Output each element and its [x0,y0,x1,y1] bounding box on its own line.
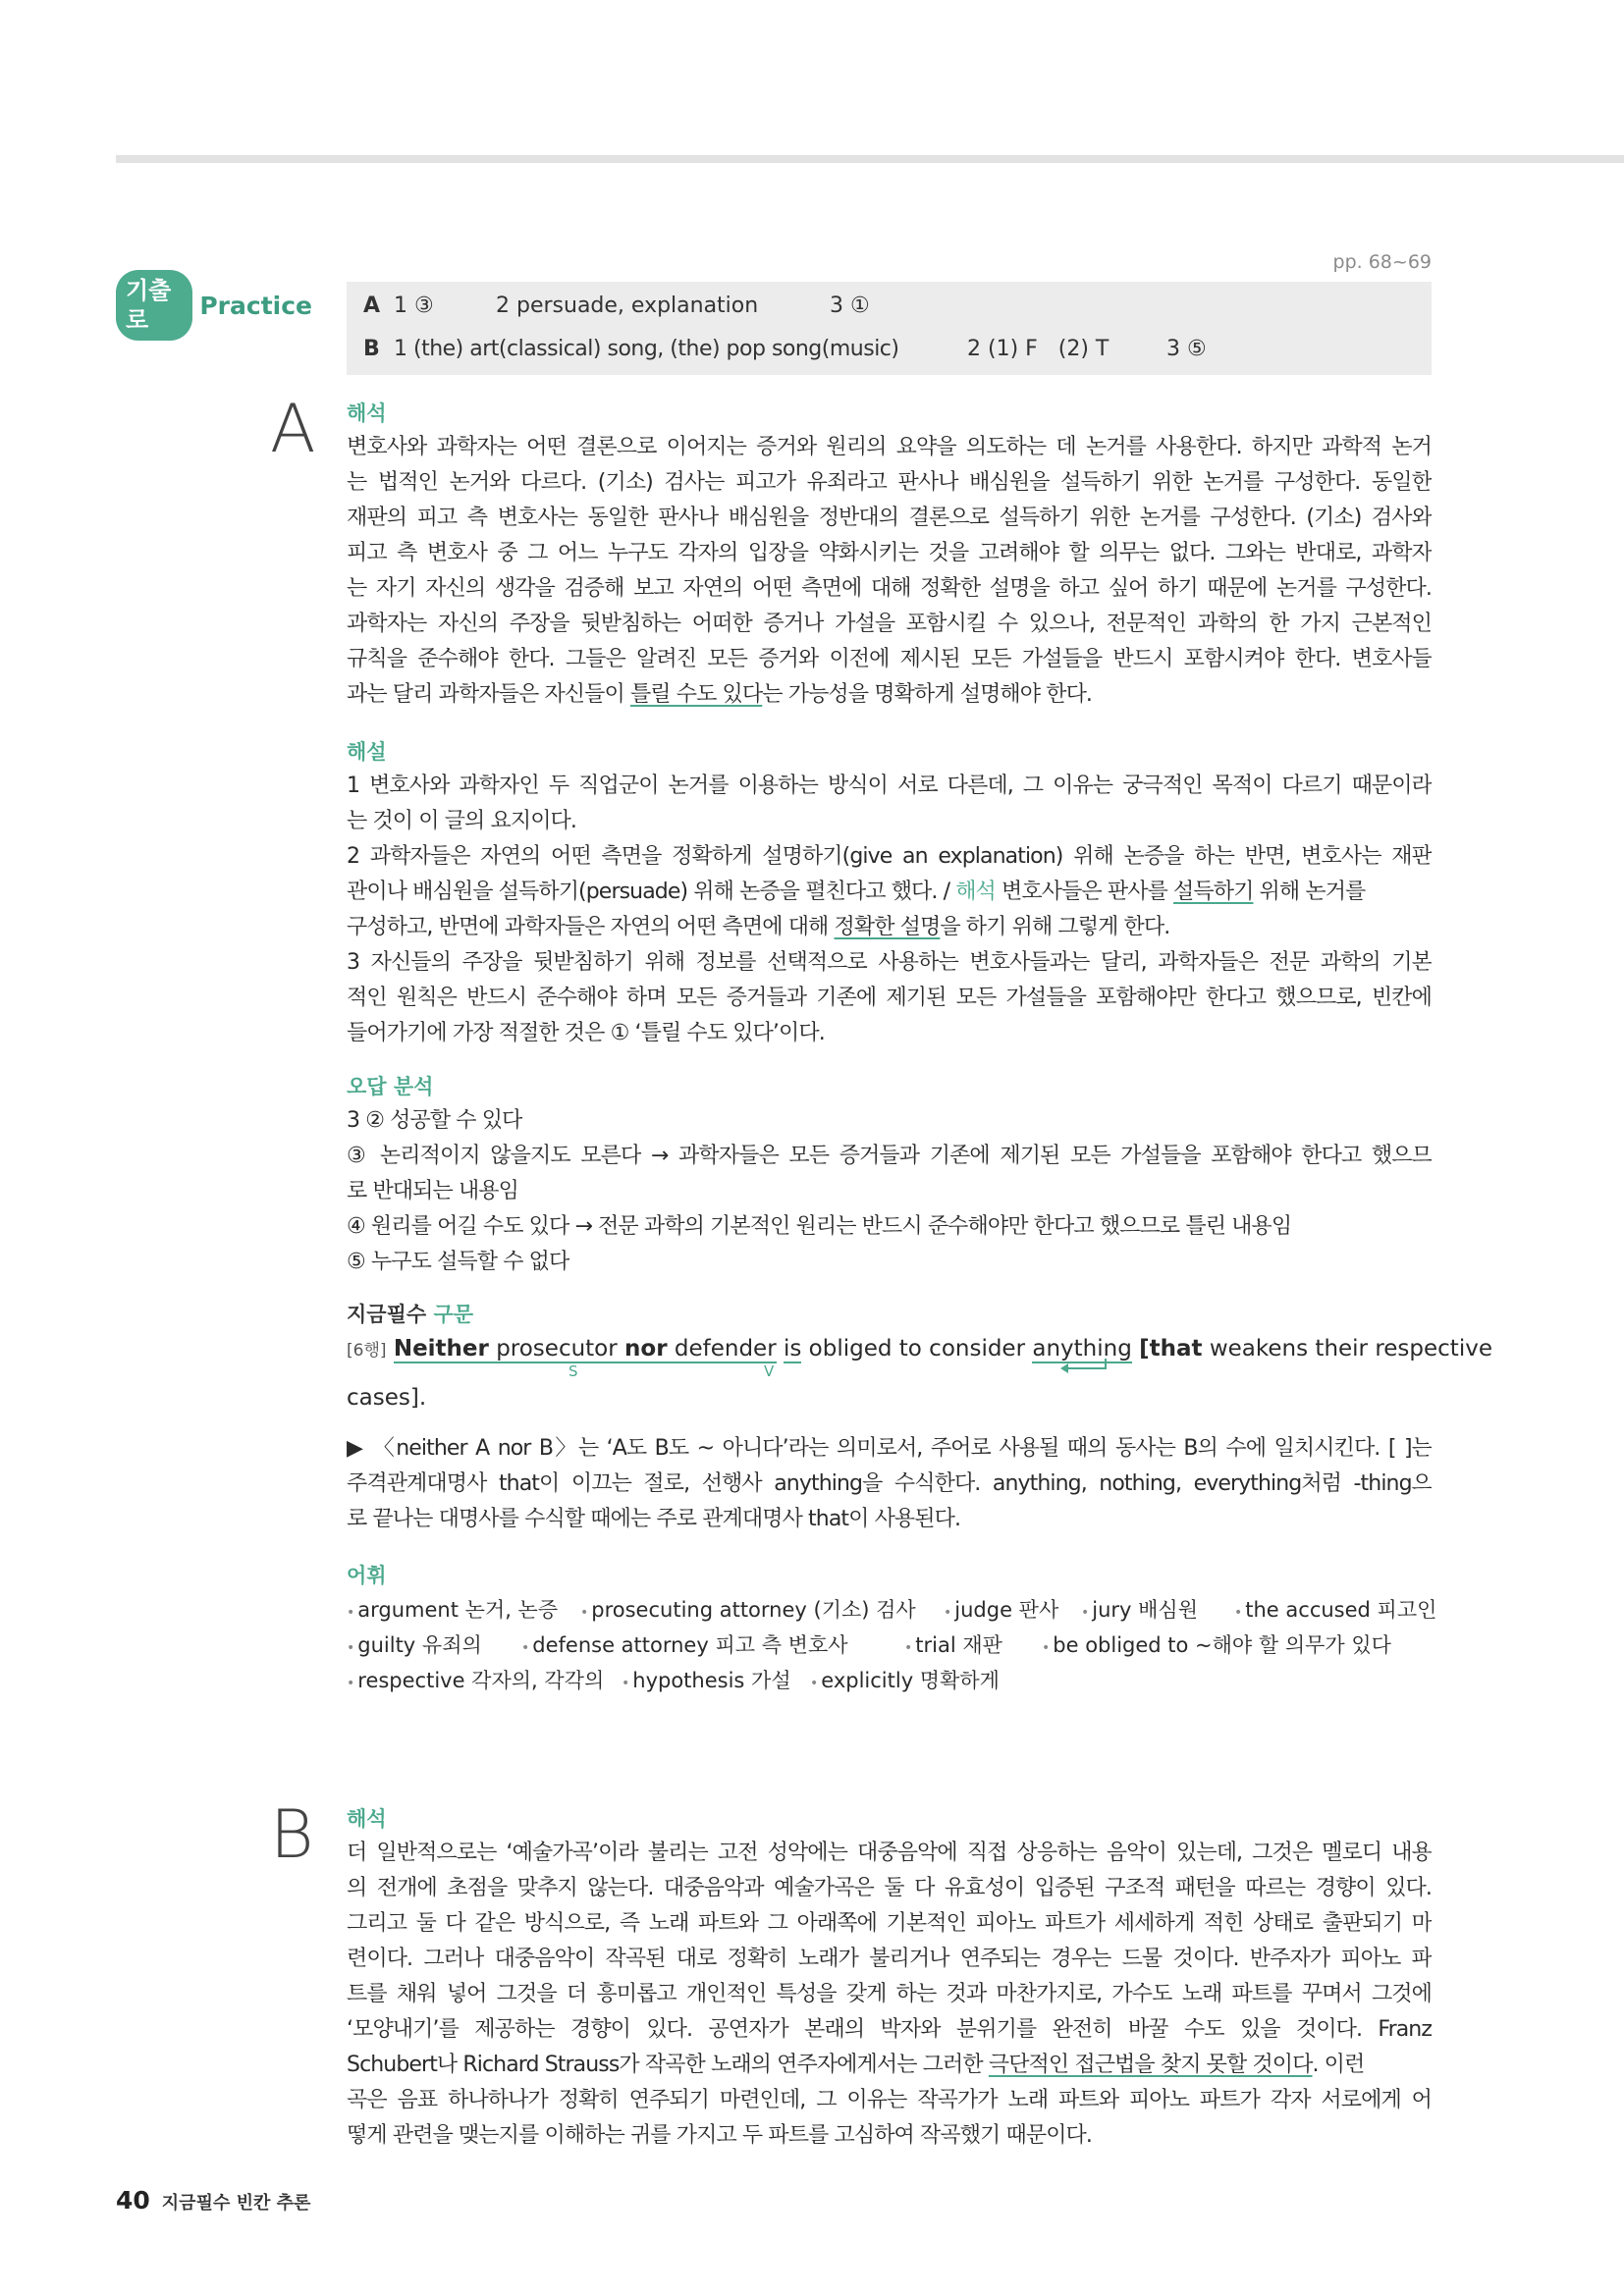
text-line: 3 ② 성공할 수 있다 [347,1108,522,1133]
text-span: 구성하고, 반면에 과학자들은 자연의 어떤 측면에 대해 [347,915,835,939]
answer-a1: 1 ③ [394,294,434,318]
answer-letter-a: A [363,294,381,318]
text-line [347,2048,1432,2083]
syntax-sentence-continued: cases]. [347,1385,427,1411]
text-line: ‘모양내기’를 제공하는 경향이 있다. 공연자가 본래의 박자와 분위기를 완전히 바꿀 수도 있을 것이다. Franz [347,2017,1432,2042]
text-line: 는 자기 자신의 생각을 검증해 보고 자연의 어떤 측면에 대해 정확한 설명을 하고 싶어 하기 때문에 논거를 구성한다. [347,576,1432,601]
page-reference: pp. 68~69 [1332,251,1432,273]
text-line: 의 전개에 초점을 맞추지 않는다. 대중음악과 예술가곡은 둘 다 유효성이 입증된 구조적 패턴을 따르는 경향이 있다. [347,1876,1432,1900]
vocab-item: • prosecuting attorney (기소) 검사 [580,1592,916,1630]
text-line: 떻게 관련을 맺는지를 이해하는 귀를 가지고 두 파트를 고심하여 작곡했기 때문이다. [347,2123,1092,2148]
text-line: 과학자는 자신의 주장을 뒷받침하는 어떠한 증거나 가설을 포함시킬 수 있으나, 전문적인 과학의 한 가지 근본적인 [347,612,1432,636]
word: obliged to consider [808,1336,1026,1362]
text-line: 련이다. 그러나 대중음악이 작곡된 대로 정확히 노래가 불리거나 연주되는 경우는 드물 것이다. 반주자가 피아노 파 [347,1947,1432,1971]
vocab-row [347,1592,1437,1628]
text-line: 변호사와 과학자는 어떤 결론으로 이어지는 증거와 원리의 요약을 의도하는 데 논거를 사용한다. 하지만 과학적 논거 [347,435,1432,459]
text-line: 1 변호사와 과학자인 두 직업군이 논거를 이용하는 방식이 서로 다른데, 그 이유는 궁극적인 목적이 다르기 때문이라 [347,774,1432,798]
answer-letter-b: B [363,337,380,361]
text-line: 더 일반적으로는 ‘예술가곡’이라 불리는 고전 성악에는 대중음악에 직접 상응하는 음악이 있는데, 그것은 멜로디 내용 [347,1841,1432,1865]
vocab-item: • explicitly 명확하게 [810,1663,1000,1701]
text-line: 로 반대되는 내용임 [347,1179,519,1203]
text-line [347,910,1432,945]
text-span: 을 하기 위해 그렇게 한다. [940,915,1170,939]
translation-heading: 해석 [347,1807,387,1831]
text-line: ④ 원리를 어길 수도 있다 → 전문 과학의 기본적인 원리는 반드시 준수해야만 한다고 했으므로 틀린 내용임 [347,1214,1292,1239]
text-line: 그리고 둘 다 같은 방식으로, 즉 노래 파트와 그 아래쪽에 기본적인 피아노 파트가 세세하게 적힌 상태로 출판되기 마 [347,1911,1432,1936]
answer-box [347,282,1432,375]
vocab-row [347,1663,1432,1698]
syntax-heading-green: 구문 [426,1303,474,1326]
top-rule [116,155,1624,163]
text-line [347,875,1432,910]
word: Neither [393,1336,489,1362]
answer-b2: 2 (1) F (2) T [967,337,1110,361]
underlined-text: 설득하기 [1173,880,1254,904]
vocab-item: • defense attorney 피고 측 변호사 [521,1628,848,1666]
vocab-item: • the accused 피고인 [1234,1592,1436,1630]
text-line: 재판의 피고 측 변호사는 동일한 판사나 배심원을 정반대의 결론으로 설득하기 위한 논거를 구성한다. (기소) 검사와 [347,506,1432,530]
underlined-text: 정확한 설명 [834,915,941,939]
practice-label: Practice [199,291,312,320]
underlined-blank-answer: 극단적인 접근법을 찾지 못할 것이다 [988,2053,1313,2077]
text-line: 로 끝나는 대명사를 수식할 때에는 주로 관계대명사 that이 사용된다. [347,1507,961,1531]
section-letter-a: A [270,391,316,468]
syntax-heading-dark: 지금필수 [347,1303,427,1326]
subject-label: S [568,1362,578,1380]
text-line: 3 자신들의 주장을 뒷받침하기 위해 정보를 선택적으로 사용하는 변호사들과는 달리, 과학자들은 전문 과학의 기본 [347,950,1432,975]
answer-b1: 1 (the) art(classical) song, (the) pop song(music) [394,337,899,361]
section-a-explanation [347,735,1432,1051]
answer-b3: 3 ⑤ [1166,337,1207,361]
text-span: 는 가능성을 명확하게 설명해야 한다. [762,682,1093,707]
practice-pill: 기출로 [116,270,192,341]
text-line: 규칙을 준수해야 한다. 그들은 알려진 모든 증거와 이전에 제시된 모든 가설들을 반드시 포함시켜야 한다. 변호사들 [347,647,1432,671]
explanation-heading: 해설 [347,740,387,764]
text-line: 피고 측 변호사 중 그 어느 누구도 각자의 입장을 약화시키는 것을 고려해야 할 의무는 없다. 그와는 반대로, 과학자 [347,541,1432,565]
verb: is [783,1336,802,1362]
page-footer [116,2186,310,2215]
answer-a3: 3 ① [830,294,870,318]
relative-clause-start: [that [1139,1336,1203,1362]
inline-label: 해석 [955,880,996,904]
text-span: . 이런 [1312,2053,1365,2077]
section-a-syntax [347,1298,1492,1415]
section-a-translation [347,397,1432,713]
text-line: 트를 채워 넣어 그것을 더 흥미롭고 개인적인 특성을 갖게 하는 것과 마찬가지로, 가수도 노래 파트를 꾸며서 그것에 [347,1982,1432,2006]
text-line: 는 것이 이 글의 요지이다. [347,809,576,833]
subject-phrase [394,1336,777,1363]
syntax-heading [347,1298,1432,1331]
word: nor [624,1336,668,1362]
vocab-item: • jury 배심원 [1081,1592,1198,1630]
text-line: 는 법적인 논거와 다르다. (기소) 검사는 피고가 유죄라고 판사나 배심원을 설득하기 위한 논거를 구성한다. 동일한 [347,470,1432,495]
text-line: 곡은 음표 하나하나가 정확히 연주되기 마련인데, 그 이유는 작곡가가 노래 파트와 피아노 파트가 각자 서로에게 어 [347,2088,1432,2112]
section-a-wrong-analysis [347,1070,1432,1280]
section-b-translation [347,1802,1432,2154]
practice-badge [116,277,312,334]
vocab-item: • argument 논거, 논증 [347,1592,558,1630]
text-span: Schubert나 Richard Strauss가 작곡한 노래의 연주자에게서는 그러한 [347,2053,989,2077]
wrong-analysis-heading: 오답 분석 [347,1075,434,1098]
book-title: 지금필수 빈칸 추론 [161,2193,311,2214]
text-line [347,677,1432,713]
word: defender [674,1336,777,1362]
vocab-item: • respective 각자의, 각각의 [347,1663,604,1701]
section-a-syntax-note [347,1431,1432,1537]
section-a-vocabulary [347,1559,1437,1698]
word: weakens their respective [1209,1336,1492,1362]
word: prosecutor [496,1336,618,1362]
text-line: ⑤ 누구도 설득할 수 없다 [347,1250,569,1274]
vocabulary-heading: 어휘 [347,1564,387,1587]
vocab-item: • judge 판사 [944,1592,1058,1630]
text-span: 과는 달리 과학자들은 자신들이 [347,682,630,707]
text-line: 주격관계대명사 that이 이끄는 절로, 선행사 anything을 수식한다. anything, nothing, everything처럼 -thing으 [347,1471,1432,1496]
syntax-sentence [347,1331,1492,1366]
text-span: 위해 논거를 [1253,880,1366,904]
text-line: 2 과학자들은 자연의 어떤 측면을 정확하게 설명하기(give an explanation) 위해 논증을 하는 반면, 변호사는 재판 [347,844,1432,869]
verb-label: V [764,1362,775,1380]
text-line: 들어가기에 가장 적절한 것은 ① ‘틀릴 수도 있다’이다. [347,1021,825,1045]
answer-a2: 2 persuade, explanation [496,294,759,318]
modifier-arrow-icon [1060,1359,1110,1374]
text-line: 적인 원칙은 반드시 준수해야 하며 모든 증거들과 기존에 제기된 모든 가설들을 포함해야만 한다고 했으므로, 빈칸에 [347,986,1432,1010]
vocab-row [347,1628,1432,1663]
vocab-item: • trial 재판 [904,1628,1002,1666]
text-span: 관이나 배심원을 설득하기(persuade) 위해 논증을 펼친다고 했다. / [347,880,956,904]
line-reference: [6행] [347,1341,387,1361]
vocab-item: • be obliged to ~해야 할 의무가 있다 [1042,1628,1391,1666]
vocab-item: • hypothesis 가설 [622,1663,791,1701]
underlined-blank-answer: 틀릴 수도 있다 [629,682,763,707]
text-span: 변호사들은 판사를 [995,880,1174,904]
translation-heading: 해석 [347,401,387,425]
antecedent: anything [1032,1336,1132,1362]
text-line: ③ 논리적이지 않을지도 모른다 → 과학자들은 모든 증거들과 기존에 제기된 모든 가설들을 포함해야 한다고 했으므 [347,1144,1432,1168]
section-letter-b: B [270,1796,314,1874]
page-number: 40 [116,2186,150,2215]
text-line: ▶ 〈neither A nor B〉는 ‘A도 B도 ~ 아니다’라는 의미로서, 주어로 사용될 때의 동사는 B의 수에 일치시킨다. [ ]는 [347,1436,1432,1461]
vocab-item: • guilty 유죄의 [347,1628,482,1666]
